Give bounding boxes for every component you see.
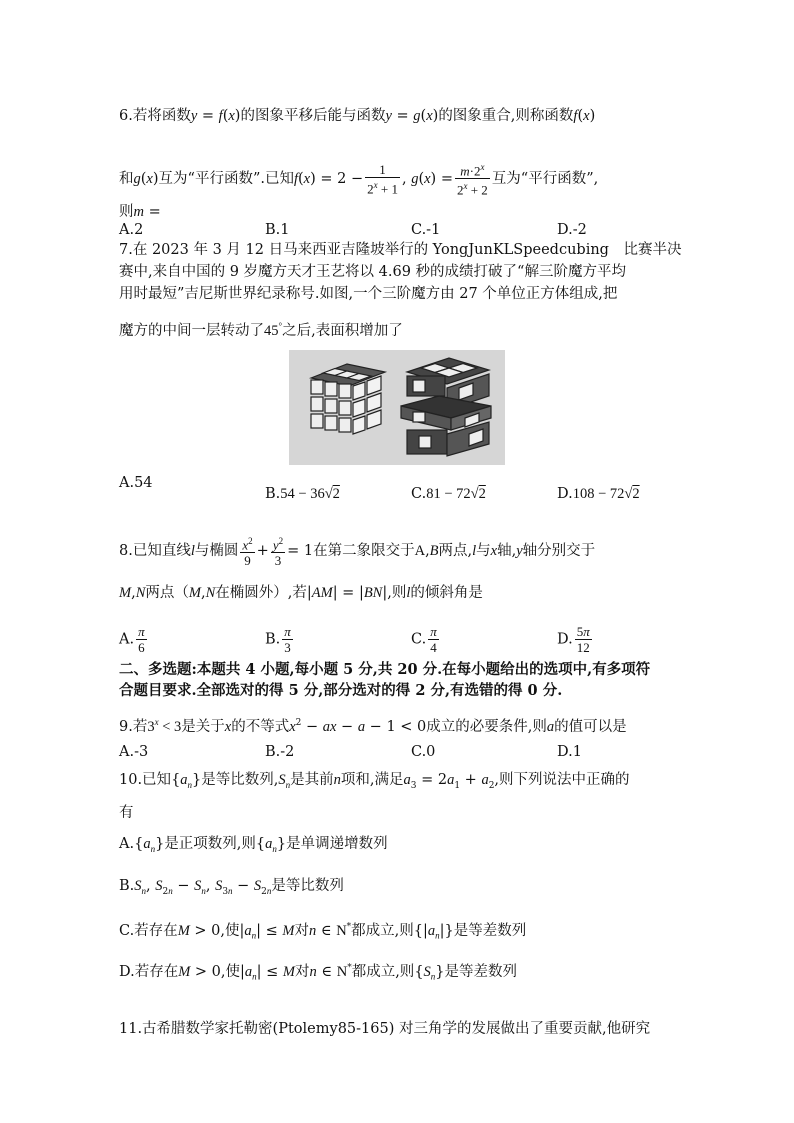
q7-option-b: B.54 − 36√2 xyxy=(265,486,340,502)
q6-option-b: B.1 xyxy=(265,222,290,238)
q7-option-c: C.81 − 72√2 xyxy=(411,486,486,502)
rubiks-cube-figure xyxy=(289,350,505,465)
q9-option-d: D.1 xyxy=(557,744,582,760)
q11-line1: 11.古希腊数学家托勒密(Ptolemy85-165) 对三角学的发展做出了重要贡献,他研究 xyxy=(119,1021,651,1037)
q9-line1: 9.若$3^x < 3$是关于x的不等式$x^2$ − ax − a − 1 < 0成立的必要条件,则a的值可以是 xyxy=(119,717,627,735)
q6-line3: 则m = xyxy=(119,204,161,220)
section2-heading-line1: 二、多选题:本题共 4 小题,每小题 5 分,共 20 分.在每小题给出的选项中,有多项符 xyxy=(119,661,651,678)
rubiks-cube-drawing xyxy=(289,350,505,465)
q7-option-a: A.54 xyxy=(119,475,153,491)
q7-line4: 魔方的中间一层转动了45°之后,表面积增加了 xyxy=(119,321,403,339)
q10-option-d: D.若存在M > 0,使$|a_n| \le M$对n ∈ N*都成立,则$\{S_n\}$是等差数列 xyxy=(119,963,518,982)
q6-line2: 和g(x)互为“平行函数”.已知f(x) = 2 − $\frac{1}{2^x + 1}$ , g(x) = $\frac{m\cdot 2^x}{2^x + 2}$ 互为“平行函数”, xyxy=(119,161,599,198)
section2-heading-line2: 合题目要求.全部选对的得 5 分,部分选对的得 2 分,有选错的得 0 分. xyxy=(119,682,563,699)
q8-line2: M,N两点（M,N在椭圆外）,若|AM| = |BN|,则l的倾斜角是 xyxy=(119,585,483,601)
q9-option-a: A.-3 xyxy=(119,744,149,760)
q7-line2: 赛中,来自中国的 9 岁魔方天才王艺将以 4.69 秒的成绩打破了“解三阶魔方平均 xyxy=(119,264,626,280)
q7-option-d: D.108 − 72√2 xyxy=(557,486,640,502)
q6-option-d: D.-2 xyxy=(557,222,587,238)
q10-option-a: $A.\{a_n\}$是正项数列,则$\{a_n\}$是单调递增数列 xyxy=(119,836,388,854)
q6-line1: 6.若将函数y = f(x)的图象平移后能与函数y = g(x)的图象重合,则称函数f(x) xyxy=(119,108,596,124)
q10-line1: 10.已知$\{a_n\}$是等比数列$,S_n$是其前n项和,满足$a_3 = 2a_1 + a_2$,则下列说法中正确的 xyxy=(119,772,630,791)
q6-option-c: C.-1 xyxy=(411,222,441,238)
q8-option-c: C. $\frac{\pi}{4}$ xyxy=(411,624,437,655)
q8-option-b: B. $\frac{\pi}{3}$ xyxy=(265,624,291,655)
q8-option-d: D. $\frac{5\pi}{12}$ xyxy=(557,624,590,655)
q8-line1: 8.已知直线l与椭圆 $\frac{x^2}{9}$ + $\frac{y^2}{3}$ = 1在第二象限交于A,B两点,l与x轴,y轴分别交于 xyxy=(119,536,596,569)
q6-option-a: A.2 xyxy=(119,222,144,238)
q8-option-a: A. $\frac{\pi}{6}$ xyxy=(119,624,145,655)
q9-option-c: C.0 xyxy=(411,744,436,760)
q10-option-c: C.若存在M > 0,使$|a_n| \le M$对n ∈ N*都成立,则$\{|a_n|\}$是等差数列 xyxy=(119,922,527,941)
q9-option-b: B.-2 xyxy=(265,744,295,760)
q7-line3: 用时最短”吉尼斯世界纪录称号.如图,一个三阶魔方由 27 个单位正方体组成,把 xyxy=(119,286,618,302)
q7-line1: 7.在 2023 年 3 月 12 日马来西亚吉隆坡举行的 YongJunKLSpeedcubing 比赛半决 xyxy=(119,242,682,258)
q10-option-b: $B.S_n$, $S_{2n} - S_n$, $S_{3n} - S_{2n}$是等比数列 xyxy=(119,878,344,897)
q10-line2: 有 xyxy=(119,805,134,821)
